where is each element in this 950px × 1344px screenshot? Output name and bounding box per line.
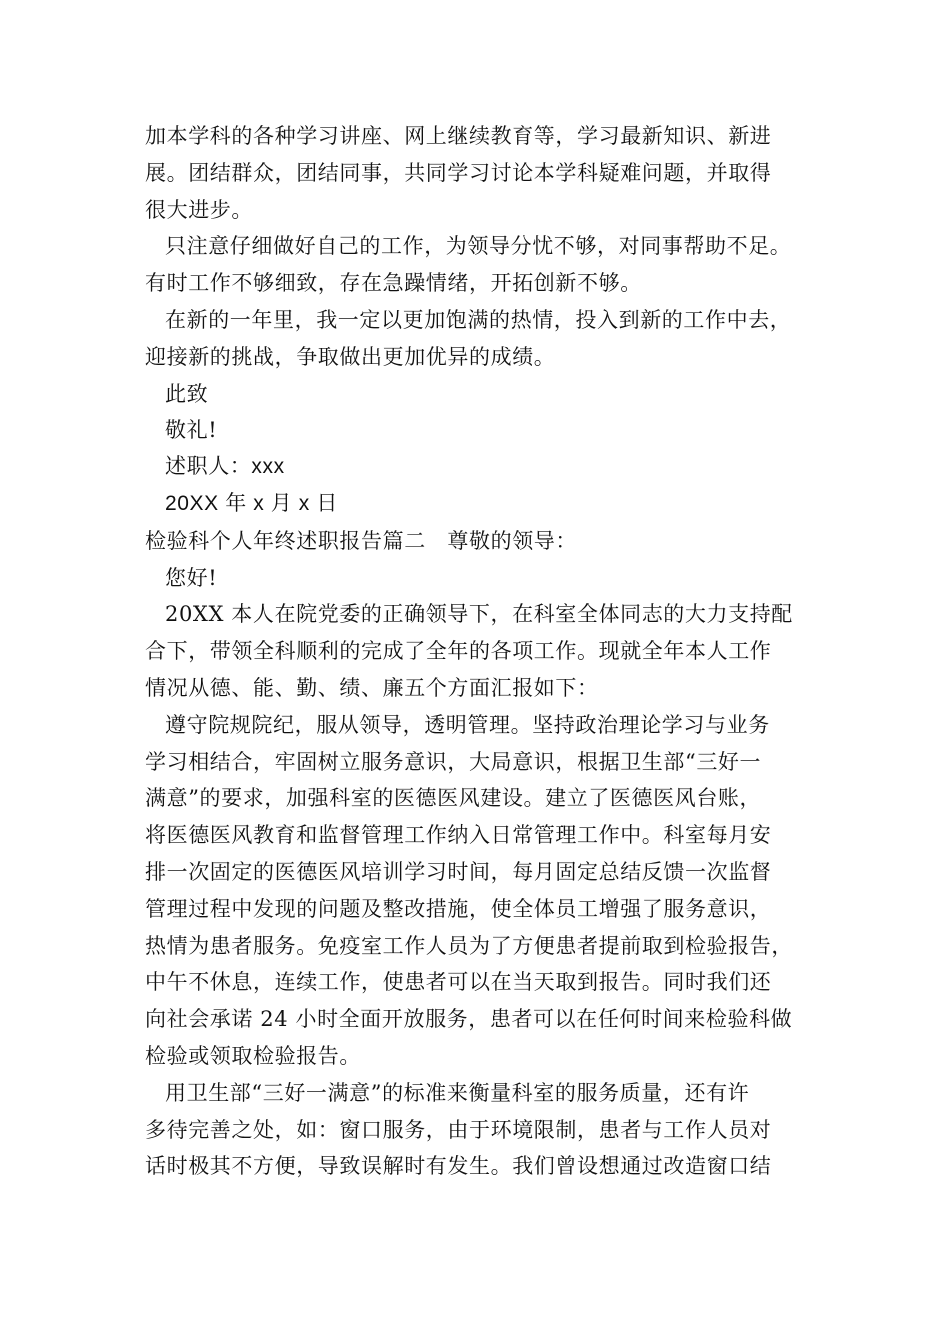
- text-line: 加本学科的各种学习讲座、网上继续教育等，学习最新知识、新进: [145, 124, 772, 148]
- text-line: 热情为患者服务。免疫室工作人员为了方便患者提前取到检验报告，: [145, 933, 793, 958]
- closing-regards: 敬礼!: [165, 418, 218, 443]
- greeting: 您好!: [165, 565, 218, 590]
- text-line: 情况从德、能、勤、绩、廉五个方面汇报如下：: [145, 675, 599, 700]
- text-line: 话时极其不方便，导致误解时有发生。我们曾设想通过改造窗口结: [145, 1154, 772, 1179]
- text-line: 迎接新的挑战，争取做出更加优异的成绩。: [145, 344, 556, 369]
- text-line: 检验或领取检验报告。: [145, 1043, 361, 1068]
- text-line: 只注意仔细做好自己的工作，为领导分忧不够，对同事帮助不足。: [165, 234, 792, 259]
- text-line: 20XX 本人在院党委的正确领导下，在科室全体同志的大力支持配: [165, 602, 793, 627]
- text-line: 中午不休息，连续工作，使患者可以在当天取到报告。同时我们还: [145, 970, 772, 995]
- text-line: 排一次固定的医德医风培训学习时间，每月固定总结反馈一次监督: [145, 859, 772, 884]
- text-line: 将医德医风教育和监督管理工作纳入日常管理工作中。科室每月安: [145, 823, 772, 848]
- text-line: 向社会承诺 24 小时全面开放服务，患者可以在任何时间来检验科做: [145, 1007, 793, 1032]
- text-line: 很大进步。: [145, 197, 253, 222]
- text-line: 管理过程中发现的问题及整改措施，使全体员工增强了服务意识，: [145, 896, 772, 921]
- text-line: 用卫生部“三好一满意”的标准来衡量科室的服务质量，还有许: [165, 1080, 750, 1105]
- section-heading: 检验科个人年终述职报告篇二 尊敬的领导：: [145, 528, 577, 553]
- text-line: 展。团结群众，团结同事，共同学习讨论本学科疑难问题，并取得: [145, 160, 772, 185]
- text-line: 学习相结合，牢固树立服务意识，大局意识，根据卫生部“三好一: [145, 749, 762, 774]
- closing-salutation: 此致: [165, 381, 209, 406]
- date-line: 20XX 年 x 月 x 日: [165, 491, 338, 515]
- text-line: 满意”的要求，加强科室的医德医风建设。建立了医德医风台账，: [145, 786, 762, 811]
- document-body: [145, 118, 835, 1185]
- text-line: 遵守院规院纪，服从领导，透明管理。坚持政治理论学习与业务: [165, 712, 770, 737]
- text-line: 合下，带领全科顺利的完成了全年的各项工作。现就全年本人工作: [145, 639, 772, 664]
- signature-line: 述职人：xxx: [165, 455, 285, 479]
- text-line: 有时工作不够细致，存在急躁情绪，开拓创新不够。: [145, 271, 642, 296]
- text-line: 在新的一年里，我一定以更加饱满的热情，投入到新的工作中去，: [165, 307, 792, 332]
- text-line: 多待完善之处，如：窗口服务，由于环境限制，患者与工作人员对: [145, 1117, 772, 1142]
